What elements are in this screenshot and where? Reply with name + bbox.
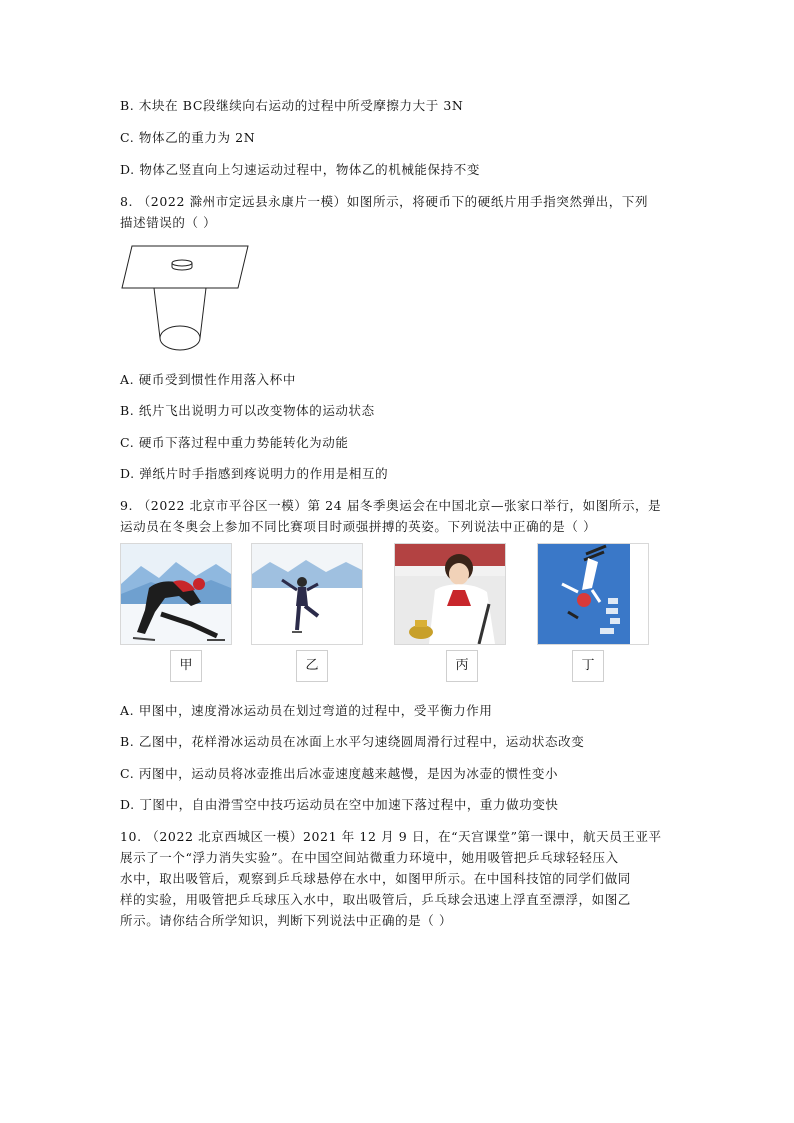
cup-left-wall (154, 288, 160, 338)
cardboard-sheet (122, 246, 248, 288)
photo-curling (394, 543, 506, 645)
q9-stem-line2: 运动员在冬奥会上参加不同比赛项目时顽强拼搏的英姿。下列说法中正确的是（ ） (120, 519, 597, 534)
photo-figure-skating (251, 543, 363, 645)
q8-option-d: D. 弹纸片时手指感到疼说明力的作用是相互的 (120, 466, 389, 481)
photo-aerial-skiing (537, 543, 649, 645)
cup-right-wall (200, 288, 206, 338)
q8-option-c: C. 硬币下落过程中重力势能转化为动能 (120, 435, 349, 450)
q10-stem-line3: 水中，取出吸管后，观察到乒乓球悬停在水中，如图甲所示。在中国科技馆的同学们做同 (120, 871, 631, 886)
q9-option-b: B. 乙图中，花样滑冰运动员在冰面上水平匀速绕圆周滑行过程中，运动状态改变 (120, 734, 585, 749)
q8-stem-line2: 描述错误的（ ） (120, 215, 217, 230)
photo-speed-skating (120, 543, 232, 645)
q8-option-a: A. 硬币受到惯性作用落入杯中 (120, 372, 296, 387)
q9-stem-line1: 9. （2022 北京市平谷区一模）第 24 届冬季奥运会在中国北京—张家口举行，如图所示，是 (120, 498, 662, 513)
q10-stem-line1: 10. （2022 北京西城区一模）2021 年 12 月 9 日，在“天宫课堂”第一课中，航天员王亚平 (120, 829, 662, 844)
caption-ding: 丁 (572, 650, 604, 682)
q7-option-d: D. 物体乙竖直向上匀速运动过程中，物体乙的机械能保持不变 (120, 162, 480, 177)
q10-stem-line2: 展示了一个“浮力消失实验”。在中国空间站微重力环境中，她用吸管把乒乓球轻轻压入 (120, 850, 619, 865)
q7-option-b: B. 木块在 BC段继续向右运动的过程中所受摩擦力大于 3N (120, 98, 464, 113)
coin-card-cup-diagram (120, 242, 250, 354)
cup-mouth (160, 326, 200, 350)
q10-stem-line5: 所示。请你结合所学知识，判断下列说法中正确的是（ ） (120, 913, 453, 928)
q8-option-b: B. 纸片飞出说明力可以改变物体的运动状态 (120, 403, 375, 418)
q10-stem-line4: 样的实验，用吸管把乒乓球压入水中，取出吸管后，乒乓球会迅速上浮直至漂浮，如图乙 (120, 892, 631, 907)
q9-option-d: D. 丁图中，自由滑雪空中技巧运动员在空中加速下落过程中，重力做功变快 (120, 797, 559, 812)
coin (172, 260, 192, 266)
caption-jia: 甲 (170, 650, 202, 682)
q8-stem-line1: 8. （2022 滁州市定远县永康片一模）如图所示，将硬币下的硬纸片用手指突然弹出，下列 (120, 194, 649, 209)
q9-option-c: C. 丙图中，运动员将冰壶推出后冰壶速度越来越慢，是因为冰壶的惯性变小 (120, 766, 559, 781)
caption-yi: 乙 (296, 650, 328, 682)
q7-option-c: C. 物体乙的重力为 2N (120, 130, 256, 145)
caption-bing: 丙 (446, 650, 478, 682)
q9-option-a: A. 甲图中，速度滑冰运动员在划过弯道的过程中，受平衡力作用 (120, 703, 493, 718)
